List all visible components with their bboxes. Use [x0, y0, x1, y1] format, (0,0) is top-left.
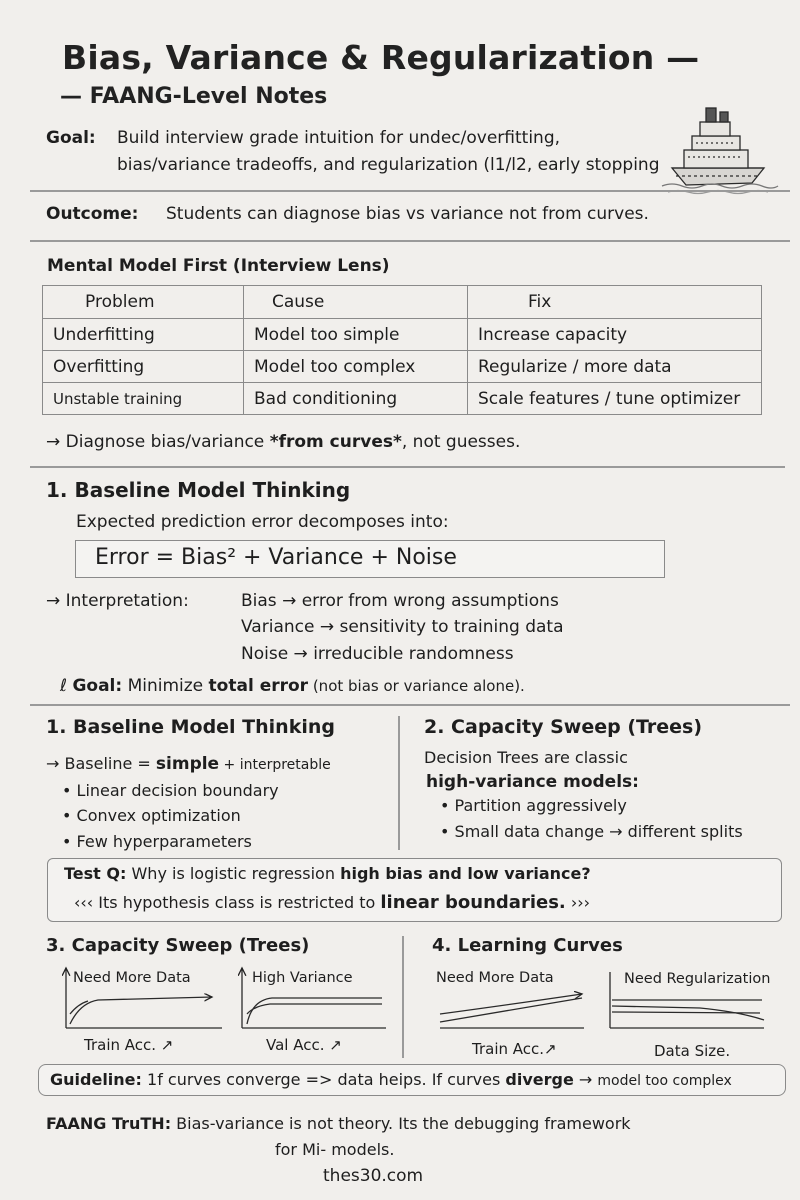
sketch-axis-label: Train Acc.↗ — [472, 1040, 557, 1058]
baseline-note: + interpretable — [219, 757, 331, 773]
sketch-axis-label: Data Size. — [654, 1042, 731, 1060]
error-formula: Error = Bias² + Variance + Noise — [95, 545, 457, 570]
test-question-text: Why is logistic regression — [126, 864, 341, 883]
table-cell: Model too complex — [244, 351, 468, 383]
baseline-text: → Baseline = — [46, 754, 156, 773]
guideline-text — [50, 1070, 732, 1089]
table-cell: Model too simple — [244, 319, 468, 351]
list-item-text: Few hyperparameters — [76, 832, 252, 851]
guideline-label: Guideline: — [50, 1070, 142, 1089]
test-answer-text: ››› — [565, 893, 591, 912]
goal-label: Goal: — [46, 128, 96, 148]
guideline-text-part: → — [573, 1070, 598, 1089]
sketch-high-variance — [242, 968, 386, 1028]
table-header-cell: Fix — [468, 286, 762, 319]
interpretation-label: → Interpretation: — [46, 591, 189, 611]
table-cell: Regularize / more data — [468, 351, 762, 383]
list-item: • Convex optimization — [62, 806, 241, 825]
interpretation-item: Bias → error from wrong assumptions — [241, 591, 559, 611]
site-credit: thes30.com — [323, 1166, 424, 1186]
trees-emphasis: high-variance models: — [426, 772, 639, 792]
sketch-axis-label: Train Acc. ↗ — [84, 1036, 174, 1054]
list-item-text: Small data change → different splits — [454, 822, 743, 841]
baseline-emphasis: simple — [155, 754, 220, 774]
mental-model-title: Mental Model First (Interview Lens) — [47, 256, 390, 276]
outcome-text: Students can diagnose bias vs variance not from curves. — [166, 204, 649, 224]
page-subtitle: — FAANG-Level Notes — [60, 84, 328, 109]
goal-line-2: bias/variance tradeoffs, and regularization (l1/l2, early stopping — [117, 155, 660, 175]
section-title: 3. Capacity Sweep (Trees) — [46, 935, 310, 956]
sketch-label: High Variance — [252, 970, 353, 986]
table-header-cell: Problem — [43, 286, 244, 319]
guideline-note: model too complex — [597, 1073, 732, 1089]
table-header-cell: Cause — [244, 286, 468, 319]
list-item: • Partition aggressively — [440, 796, 627, 815]
left-column-title: 1. Baseline Model Thinking — [46, 716, 335, 738]
sketch-axis-label: Val Acc. ↗ — [266, 1036, 342, 1054]
test-question-label: Test Q: — [64, 864, 127, 883]
guideline-text-part: 1f curves converge => data heips. If curves — [141, 1070, 506, 1089]
test-answer-text: ‹‹‹ Its hypothesis class is restricted to — [74, 893, 381, 912]
table-cell: Overfitting — [43, 351, 244, 383]
list-item-text: Partition aggressively — [454, 796, 627, 815]
goal-line-1: Build interview grade intuition for undec/overfitting, — [117, 128, 561, 148]
faang-truth-label: FAANG TruTH: — [46, 1114, 172, 1133]
list-item-text: Linear decision boundary — [76, 781, 279, 800]
table-cell: Increase capacity — [468, 319, 762, 351]
table-cell: Bad conditioning — [244, 383, 468, 415]
sketch-label: Need More Data — [73, 970, 191, 986]
table-cell: Underfitting — [43, 319, 244, 351]
table-cell: Scale features / tune optimizer — [468, 383, 762, 415]
interpretation-item: Noise → irreducible randomness — [241, 644, 514, 664]
faang-truth-line-2: for Mi- models. — [275, 1140, 395, 1159]
goal-min-emphasis: total error — [208, 676, 309, 696]
note-text: → Diagnose bias/variance — [46, 432, 270, 452]
list-item-text: Convex optimization — [76, 806, 241, 825]
test-question-emphasis: high bias and low variance? — [340, 864, 591, 883]
goal-min-text: Minimize — [122, 676, 209, 696]
section-title: 4. Learning Curves — [432, 935, 623, 956]
sketch-need-more-data — [66, 968, 222, 1028]
section-intro: Expected prediction error decomposes into: — [76, 512, 449, 532]
goal-min-note: (not bias or variance alone). — [308, 677, 525, 695]
trees-intro: Decision Trees are classic — [424, 748, 628, 767]
sketch-label: Need More Data — [436, 970, 554, 986]
list-item: • Few hyperparameters — [62, 832, 252, 851]
sketch-label: Need Regularization — [624, 971, 771, 987]
page-title: Bias, Variance & Regularization — — [62, 38, 700, 77]
guideline-emphasis: diverge — [505, 1070, 574, 1089]
section-title: 1. Baseline Model Thinking — [46, 478, 351, 502]
table-cell: Unstable training — [43, 383, 244, 415]
faang-truth-text: Bias-variance is not theory. Its the debugging framework — [171, 1114, 631, 1133]
sketch-need-regularization — [610, 972, 764, 1028]
outcome-label: Outcome: — [46, 204, 139, 224]
goal-min-label: Goal: — [72, 676, 123, 696]
note-emphasis: *from curves* — [269, 432, 402, 452]
note-text: , not guesses. — [401, 432, 521, 452]
list-item: • Linear decision boundary — [62, 781, 279, 800]
right-column-title: 2. Capacity Sweep (Trees) — [424, 716, 703, 738]
sketch-learning-need-more-data — [440, 994, 584, 1028]
interpretation-item: Variance → sensitivity to training data — [241, 617, 564, 637]
goal-glyph-icon: ℓ — [60, 676, 68, 696]
test-answer-emphasis: linear boundaries. — [380, 892, 566, 913]
list-item: • Small data change → different splits — [440, 822, 743, 841]
faang-truth — [46, 1114, 631, 1133]
